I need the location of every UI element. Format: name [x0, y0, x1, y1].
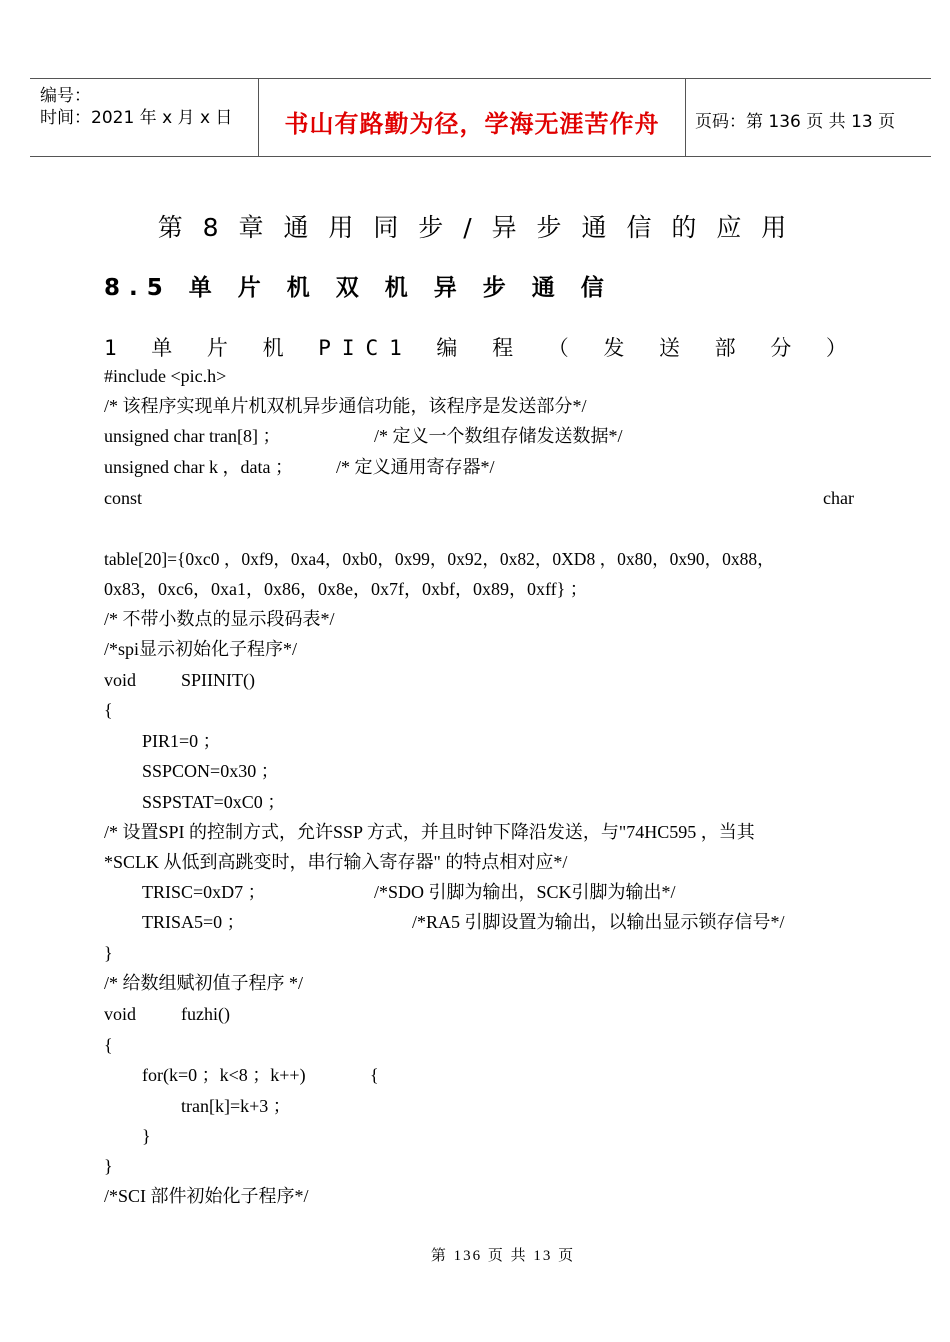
header-info-cell: [30, 79, 258, 156]
code-line: }: [104, 943, 113, 963]
code-line: *SCLK 从低到高跳变时，串行输入寄存器" 的特点相对应*/: [104, 852, 568, 872]
code-line: }: [104, 1156, 113, 1176]
code-line: SSPCON=0x30 ；: [142, 761, 279, 781]
section-title: 8.5 单 片 机 双 机 异 步 通 信: [104, 275, 613, 301]
code-line: {: [104, 1035, 113, 1055]
code-line: PIR1=0 ；: [142, 731, 221, 751]
time-label: 时间：2021 年 x 月 x 日: [40, 108, 233, 128]
code-line: unsigned char k ，data ；: [104, 457, 293, 477]
code-line: }: [142, 1126, 151, 1146]
code-line: void: [104, 1004, 137, 1024]
code-line: TRISC=0xD7 ；: [142, 882, 266, 902]
chapter-title: 第 8 章 通 用 同 步 / 异 步 通 信 的 应 用: [157, 213, 793, 242]
code-line: /* 不带小数点的显示段码表*/: [104, 609, 335, 629]
code-line: for(k=0 ；k<8 ；k++): [142, 1065, 306, 1085]
motto: 书山有路勤为径，学海无涯苦作舟: [284, 110, 660, 138]
code-comment: /* 定义一个数组存储发送数据*/: [374, 426, 623, 446]
code-line: unsigned char tran[8] ；: [104, 426, 281, 446]
subsection-title: 1 单 片 机 PIC1 编 程 （ 发 送 部 分 ）: [104, 336, 858, 360]
code-line: void: [104, 670, 137, 690]
header-table: [30, 78, 931, 157]
header-page-cell: [685, 79, 931, 156]
code-line: const: [104, 488, 142, 508]
code-line: table[20]={0xc0 ，0xf9，0xa4，0xb0，0x99，0x92，0x82，0XD8 ，0x80，0x90，0x88，: [104, 549, 775, 569]
code-comment: /*RA5 引脚设置为输出，以输出显示锁存信号*/: [412, 912, 785, 932]
code-line: SSPSTAT=0xC0 ；: [142, 792, 286, 812]
code-comment: /* 定义通用寄存器*/: [336, 457, 495, 477]
code-line: /* 给数组赋初值子程序 */: [104, 973, 304, 993]
page-footer: 第 136 页 共 13 页: [430, 1248, 576, 1264]
code-line: /*spi显示初始化子程序*/: [104, 639, 298, 659]
code-line: char: [823, 488, 854, 508]
number-label: 编号：: [40, 86, 91, 106]
code-line: #include <pic.h>: [104, 366, 227, 386]
code-line: 0x83，0xc6，0xa1，0x86，0x8e，0x7f，0xbf，0x89，0xff} ；: [104, 579, 588, 599]
code-line: /* 该程序实现单片机双机异步通信功能，该程序是发送部分*/: [104, 396, 587, 416]
code-line: /* 设置SPI 的控制方式，允许SSP 方式，并且时钟下降沿发送，与"74HC595 ，当其: [104, 822, 755, 842]
code-line: fuzhi(): [181, 1004, 230, 1024]
code-line: {: [104, 700, 113, 720]
code-line: {: [370, 1065, 379, 1085]
code-line: /*SCI 部件初始化子程序*/: [104, 1186, 309, 1206]
code-line: tran[k]=k+3 ；: [181, 1096, 291, 1116]
header-motto-cell: [258, 79, 686, 156]
code-line: TRISA5=0 ；: [142, 912, 245, 932]
code-comment: /*SDO 引脚为输出，SCK引脚为输出*/: [374, 882, 676, 902]
page-code: 页码：第 136 页 共 13 页: [695, 112, 896, 132]
code-line: SPIINIT(): [181, 670, 255, 690]
